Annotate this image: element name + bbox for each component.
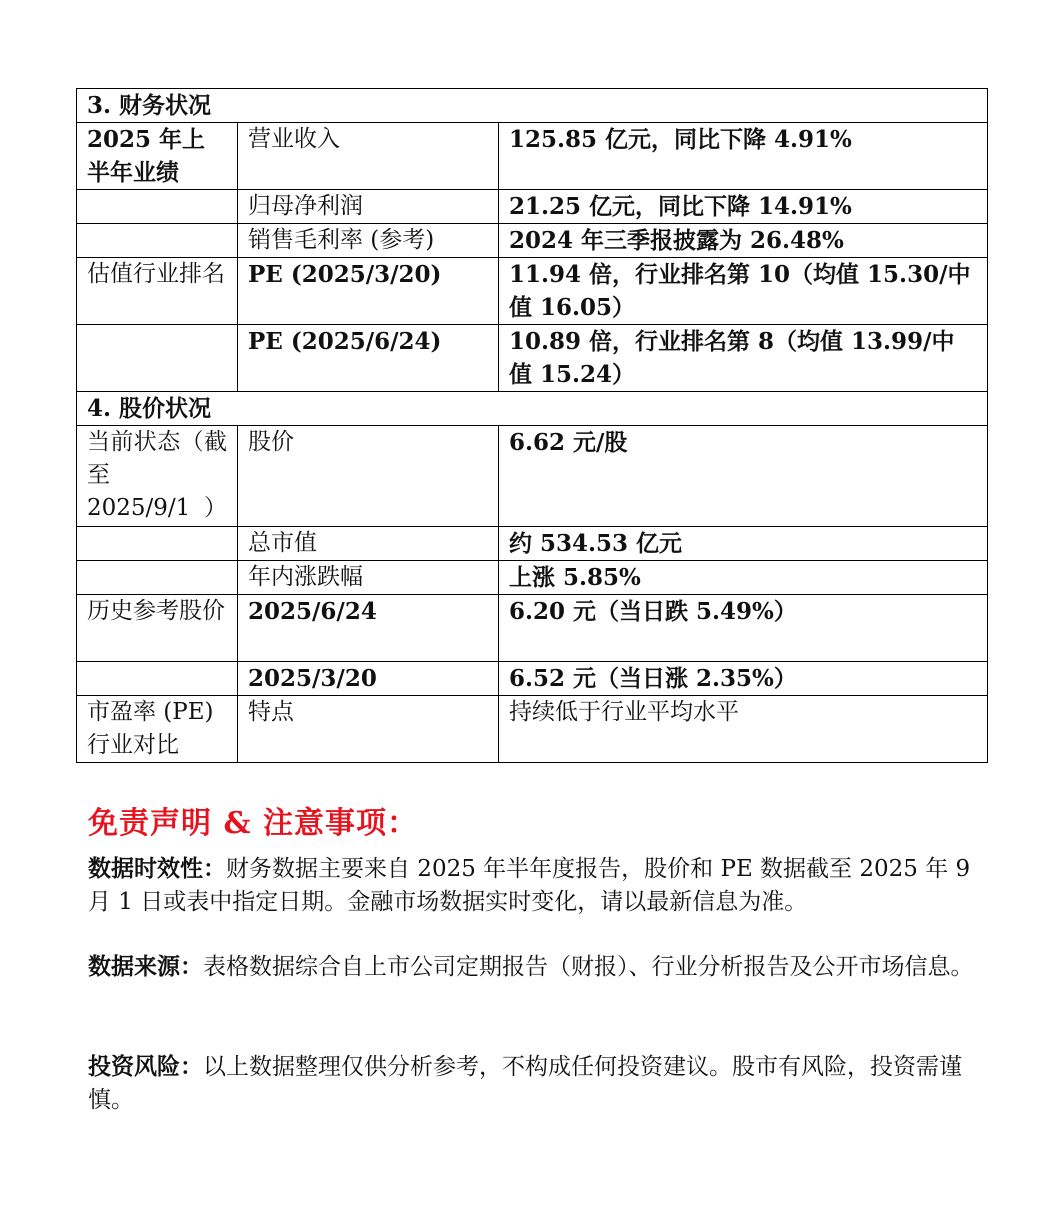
ytd-change-label: 年内涨跌幅 [238,561,499,595]
market-cap-label: 总市值 [238,527,499,561]
source-key: 数据来源： [88,953,203,980]
table-row [77,392,988,426]
timeliness-paragraph [88,852,978,919]
stock-price-value: 6.62 元/股 [499,426,988,527]
table-row [77,662,988,696]
empty-cell [77,190,238,224]
empty-cell [77,561,238,595]
timeliness-text: 财务数据主要来自 2025 年半年度报告，股价和 PE 数据截至 2025 年 9 月 1 日或表中指定日期。金融市场数据实时变化，请以最新信息为准。 [88,856,971,915]
feature-value: 持续低于行业平均水平 [499,696,988,763]
valuation-ranking-label: 估值行业排名 [77,258,238,325]
table-row [77,190,988,224]
table-row [77,561,988,595]
h1-results-label: 2025 年上半年业绩 [77,123,238,190]
pe-comparison-label: 市盈率 (PE) 行业对比 [77,696,238,763]
source-paragraph [88,950,978,984]
current-status-label: 当前状态（截至 2025/9/1） [77,426,238,527]
gross-margin-label: 销售毛利率 (参考) [238,224,499,258]
revenue-label: 营业收入 [238,123,499,190]
risk-key: 投资风险： [88,1053,203,1080]
net-profit-value: 21.25 亿元，同比下降 14.91% [499,190,988,224]
risk-paragraph [88,1050,978,1117]
stock-price-label: 股价 [238,426,499,527]
empty-cell [77,224,238,258]
section-4-title: 4. 股价状况 [77,392,988,426]
table-row [77,224,988,258]
revenue-value: 125.85 亿元，同比下降 4.91% [499,123,988,190]
table-row [77,696,988,763]
hist-price-june: 6.20 元（当日跌 5.49%） [499,595,988,662]
disclaimer-title: 免责声明 & 注意事项： [88,806,418,841]
hist-date-june: 2025/6/24 [238,595,499,662]
hist-price-march: 6.52 元（当日涨 2.35%） [499,662,988,696]
empty-cell [77,662,238,696]
source-text: 表格数据综合自上市公司定期报告（财报）、行业分析报告及公开市场信息。 [203,954,974,980]
hist-date-march: 2025/3/20 [238,662,499,696]
pe-june-value: 10.89 倍，行业排名第 8（均值 13.99/中值 15.24） [499,325,988,392]
table-row [77,123,988,190]
timeliness-key: 数据时效性： [88,855,226,882]
feature-label: 特点 [238,696,499,763]
pe-march-label: PE (2025/3/20) [238,258,499,325]
ytd-change-value: 上涨 5.85% [499,561,988,595]
market-cap-value: 约 534.53 亿元 [499,527,988,561]
empty-cell [77,325,238,392]
empty-cell [77,527,238,561]
risk-text: 以上数据整理仅供分析参考，不构成任何投资建议。股市有风险，投资需谨慎。 [88,1054,962,1113]
table-row [77,595,988,662]
net-profit-label: 归母净利润 [238,190,499,224]
table-row [77,426,988,527]
table-row [77,527,988,561]
table-row [77,325,988,392]
table-row [77,258,988,325]
section-3-title: 3. 财务状况 [77,89,988,123]
table-row [77,89,988,123]
financial-table [76,88,988,763]
gross-margin-value: 2024 年三季报披露为 26.48% [499,224,988,258]
historical-price-label: 历史参考股价 [77,595,238,662]
pe-march-value: 11.94 倍，行业排名第 10（均值 15.30/中值 16.05） [499,258,988,325]
pe-june-label: PE (2025/6/24) [238,325,499,392]
